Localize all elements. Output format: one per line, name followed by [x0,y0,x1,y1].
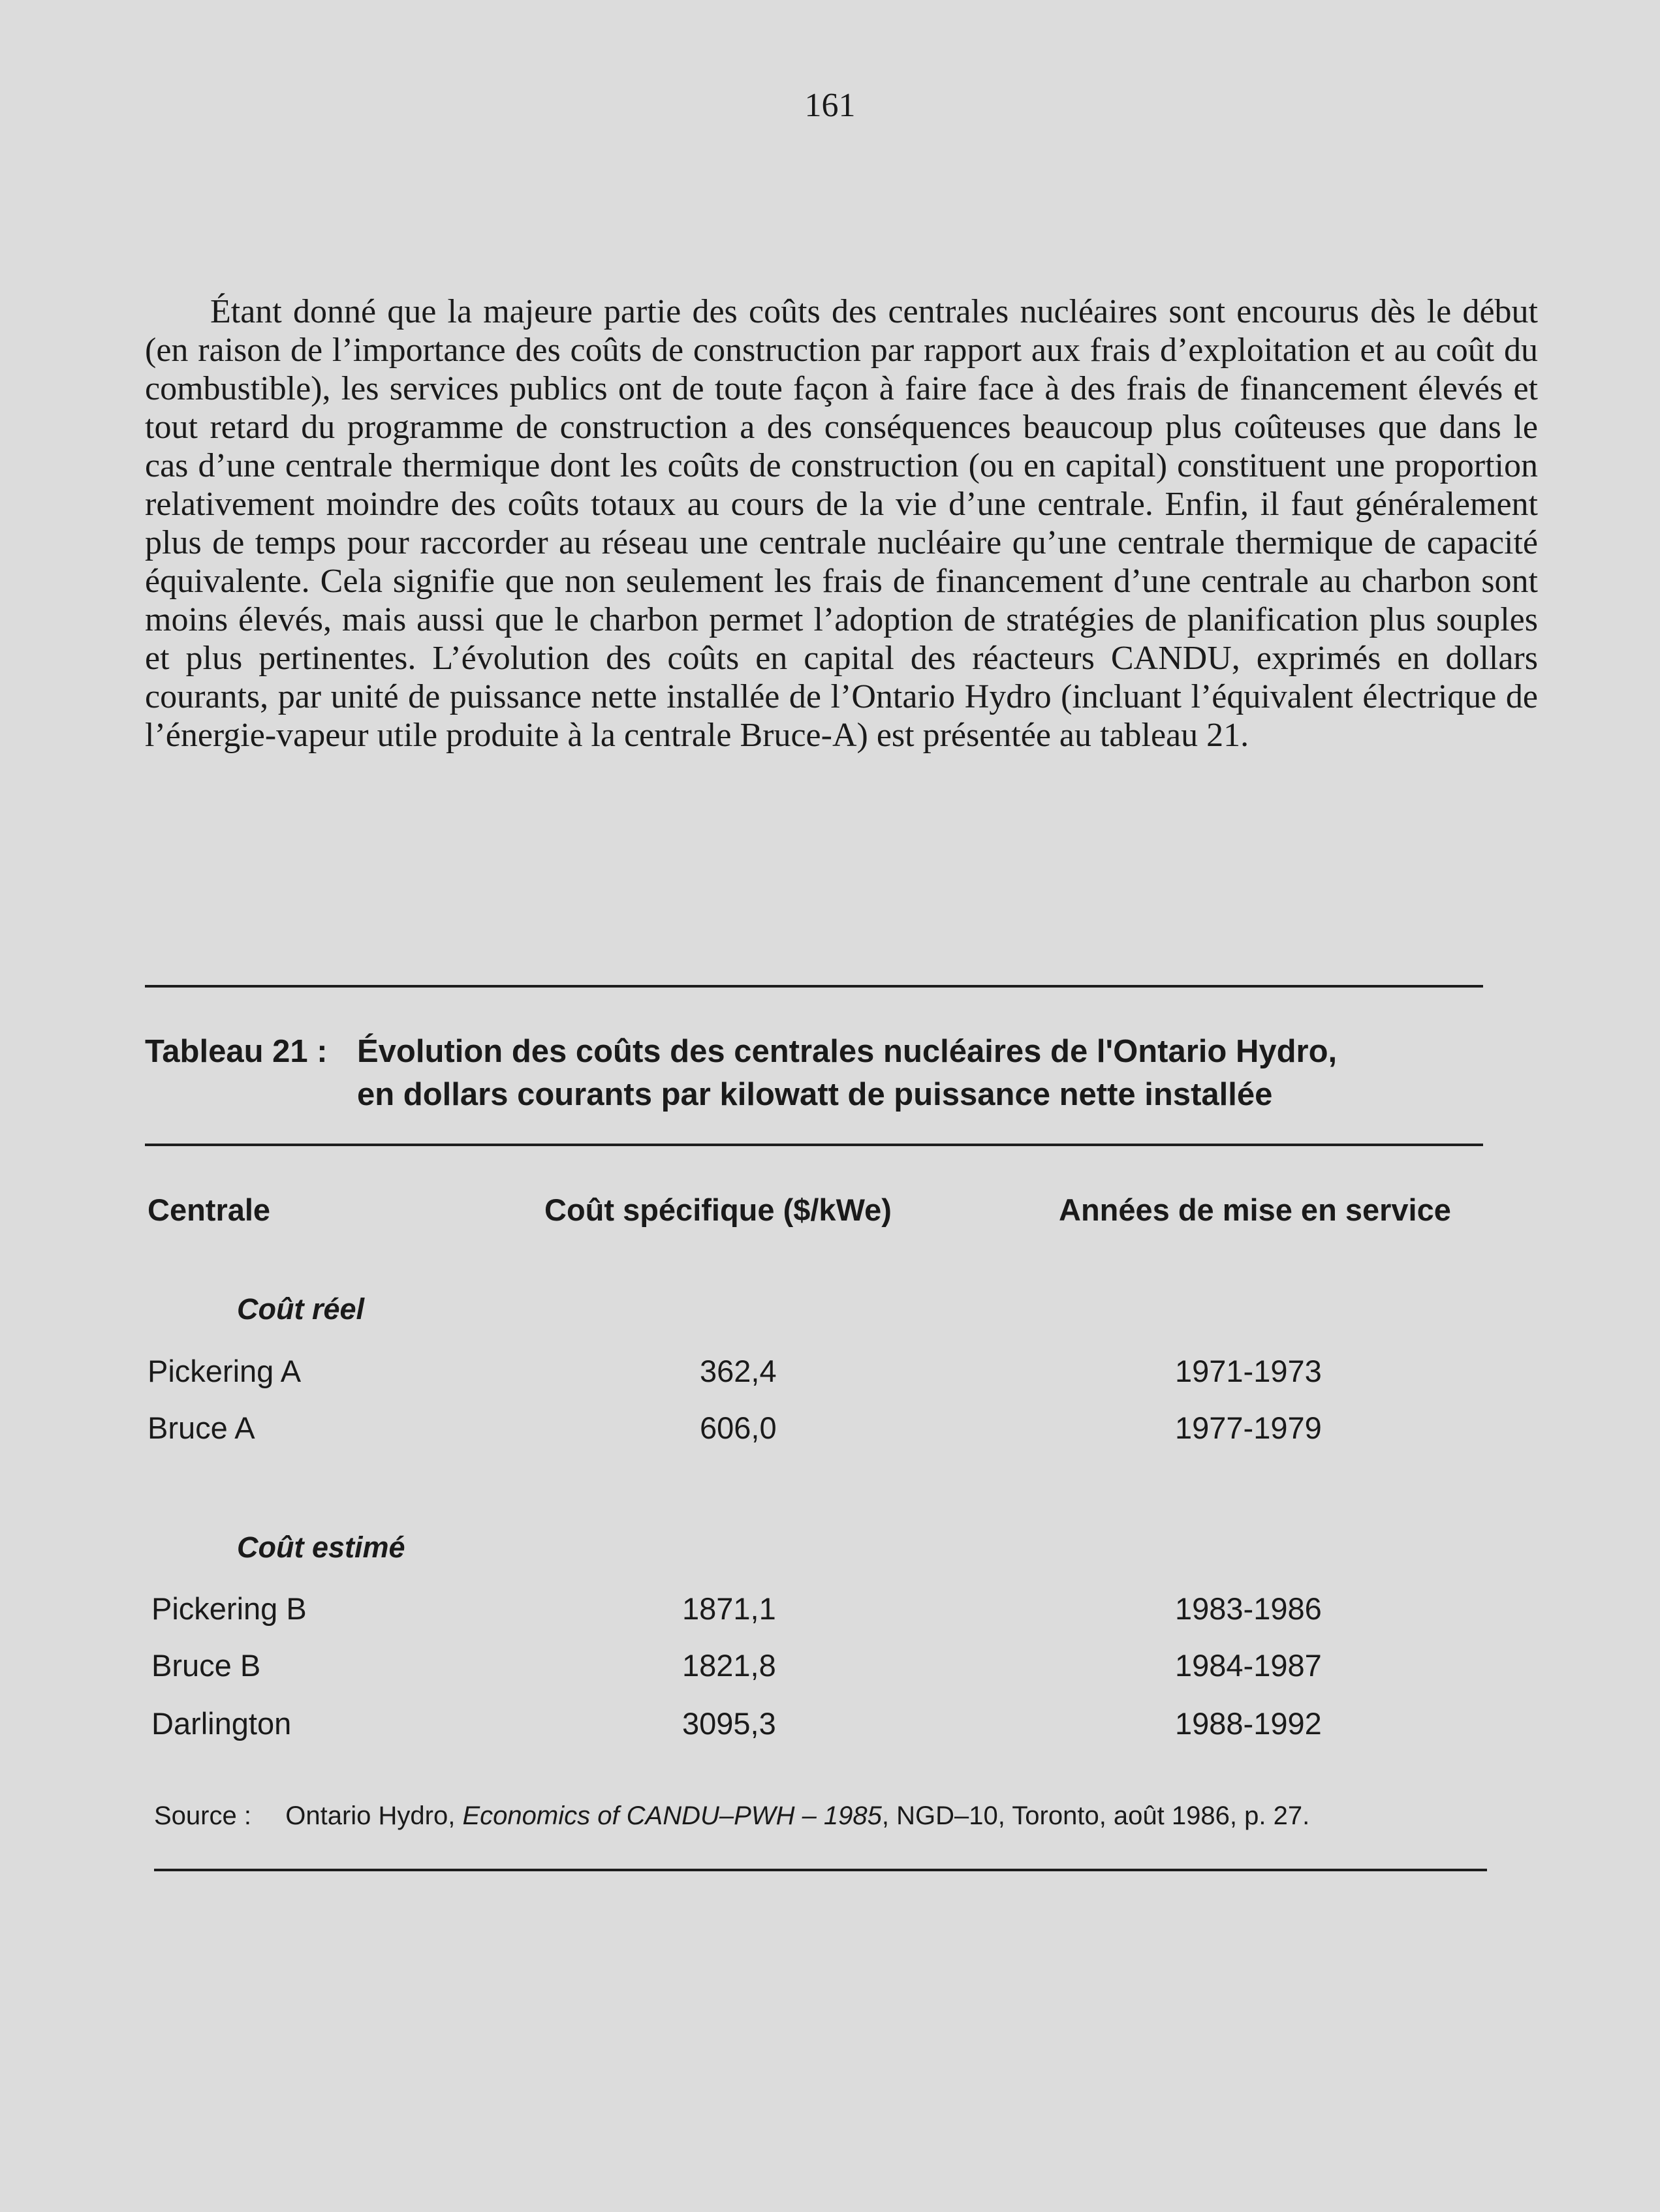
source-rest: , NGD–10, Toronto, août 1986, p. 27. [881,1801,1310,1830]
section-label-cout-estime: Coût estimé [237,1531,405,1564]
source-prefix: Source : [154,1801,251,1830]
page-number: 161 [804,87,856,124]
table-caption [145,1030,1516,1116]
source-org: Ontario Hydro, [285,1801,456,1830]
cell-centrale: Bruce B [151,1648,261,1683]
cell-centrale: Bruce A [148,1410,255,1445]
table-title-line-2: en dollars courants par kilowatt de puissance nette installée [357,1077,1273,1112]
cell-annees: 1977-1979 [1175,1410,1322,1445]
section-label-cout-reel: Coût réel [237,1292,365,1326]
cell-annees: 1984-1987 [1175,1648,1322,1683]
cell-cout: 362,4 [700,1354,777,1388]
header-centrale: Centrale [148,1192,271,1227]
cell-cout: 1821,8 [682,1648,776,1683]
cell-centrale: Pickering B [151,1591,307,1626]
cell-centrale: Darlington [151,1706,292,1741]
table-caption-rule [145,1144,1483,1146]
table-source [154,1801,1309,1831]
table-top-rule [145,985,1483,988]
table-title-line-1: Évolution des coûts des centrales nucléaires de l'Ontario Hydro, [357,1034,1338,1069]
cell-cout: 3095,3 [682,1706,776,1741]
cell-cout: 1871,1 [682,1591,776,1626]
header-annees-mise-en-service: Années de mise en service [1059,1192,1451,1227]
table-title [357,1030,1516,1116]
cell-centrale: Pickering A [148,1354,302,1388]
cell-annees: 1988-1992 [1175,1706,1322,1741]
cell-cout: 606,0 [700,1410,777,1445]
body-paragraph: Étant donné que la majeure partie des coûts des centrales nucléaires sont encourus dès le début (en raison de l’importance des coûts de construction par rapport aux frais d’exploitation et au coût du combustible), les services publics ont de toute façon à faire face à des frais de financement élevés et tout retard du programme de construction a des conséquences beaucoup plus coûteuses que dans le cas d’une centrale thermique dont les coûts de construction (ou en capital) constituent une proportion relativement moindre des coûts totaux au cours de la vie d’une centrale. Enfin, il faut généralement plus de temps pour raccorder au réseau une centrale nucléaire qu’une centrale thermique de capacité équivalente. Cela signifie que non seulement les frais de financement d’une centrale au charbon sont moins élevés, mais aussi que le charbon permet l’adoption de stratégies de planification plus souples et plus pertinentes. L’évolution des coûts en capital des réacteurs CANDU, exprimés en dollars courants, par unité de puissance nette installée de l’Ontario Hydro (incluant l’équivalent électrique de l’énergie-vapeur utile produite à la centrale Bruce-A) est présentée au tableau 21. [145,293,1538,754]
table-label: Tableau 21 : [145,1034,328,1069]
header-cout-specifique: Coût spécifique ($/kWe) [544,1192,892,1227]
cell-annees: 1983-1986 [1175,1591,1322,1626]
cell-annees: 1971-1973 [1175,1354,1322,1388]
source-title: Economics of CANDU–PWH – 1985 [462,1801,882,1830]
table-bottom-rule [154,1869,1487,1871]
